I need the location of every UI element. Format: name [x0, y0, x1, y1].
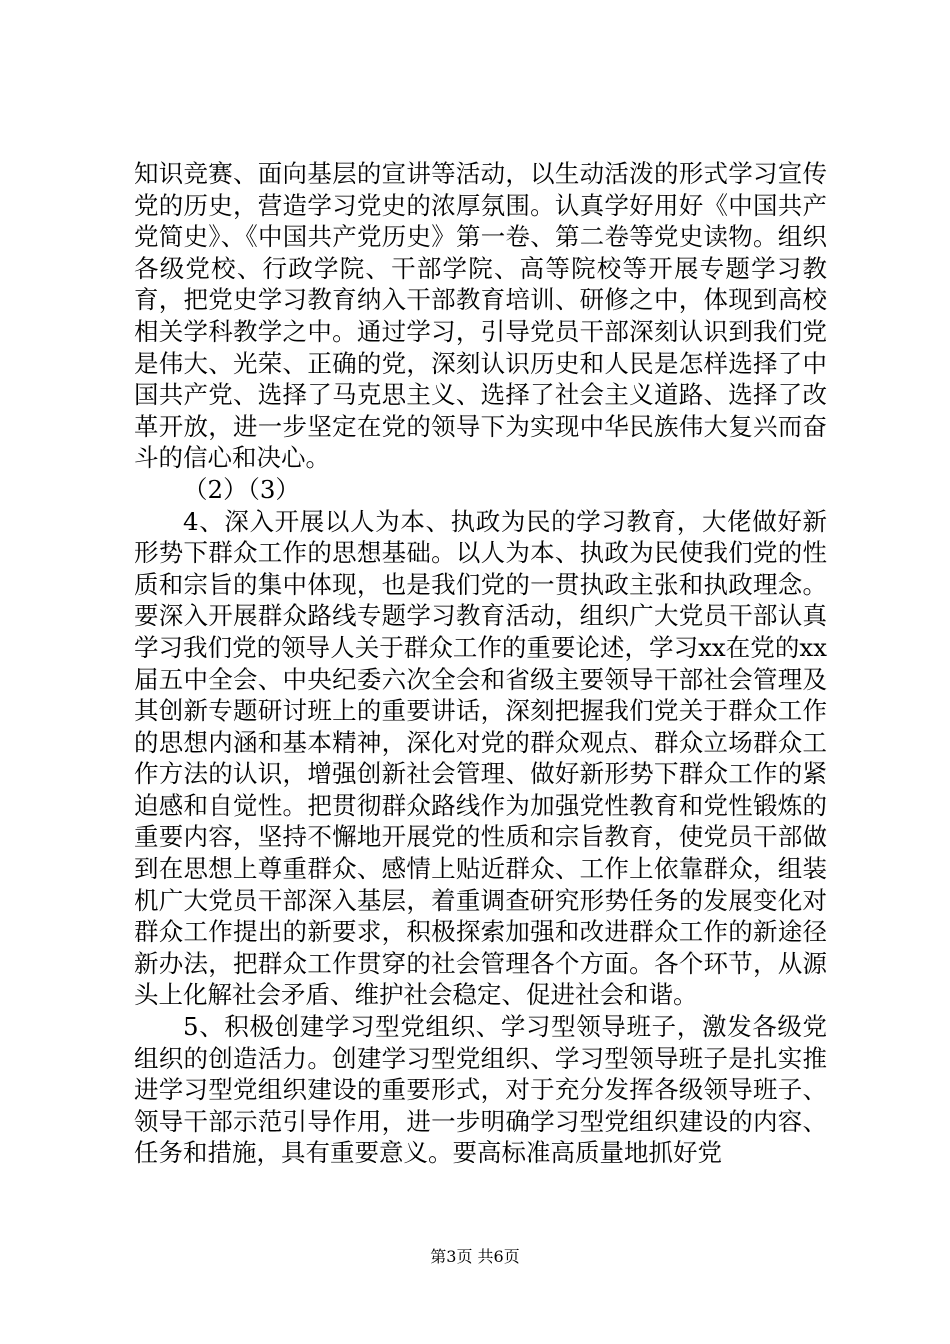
- page-number-footer: 第3页 共6页: [430, 1247, 520, 1266]
- paragraph-item-5: 5、积极创建学习型党组织、学习型领导班子，激发各级党组织的创造活力。创建学习型党组织、学习型领导班子是扎实推进学习型党组织建设的重要形式，对于充分发挥各级领导班子、领导干部示范引导作用，进一步明确学习型党组织建设的内容、任务和措施，具有重要意义。要高标准高质量地抓好党: [134, 1012, 827, 1168]
- document-body: [134, 158, 827, 1169]
- paragraph-item-4: 4、深入开展以人为本、执政为民的学习教育，大佬做好新形势下群众工作的思想基础。以人为本、执政为民使我们党的性质和宗旨的集中体现，也是我们党的一贯执政主张和执政理念。要深入开展群众路线专题学习教育活动，组织广大党员干部认真学习我们党的领导人关于群众工作的重要论述，学习xx在党的xx届五中全会、中央纪委六次全会和省级主要领导干部社会管理及其创新专题研讨班上的重要讲话，深刻把握我们党关于群众工作的思想内涵和基本精神，深化对党的群众观点、群众立场群众工作方法的认识，增强创新社会管理、做好新形势下群众工作的紧迫感和自觉性。把贯彻群众路线作为加强党性教育和党性锻炼的重要内容，坚持不懈地开展党的性质和宗旨教育，使党员干部做到在思想上尊重群众、感情上贴近群众、工作上依靠群众，组装机广大党员干部深入基层，着重调查研究形势任务的发展变化对群众工作提出的新要求，积极探索加强和改进群众工作的新途径新办法，把群众工作贯穿的社会管理各个方面。各个环节，从源头上化解社会矛盾、维护社会稳定、促进社会和谐。: [134, 506, 827, 1010]
- paragraph-numbering: （2）（3）: [183, 474, 300, 504]
- paragraph-continuation: 知识竞赛、面向基层的宣讲等活动，以生动活泼的形式学习宣传党的历史，营造学习党史的浓厚氛围。认真学好用好《中国共产党简史》、《中国共产党历史》第一卷、第二卷等党史读物。组织各级党校、行政学院、干部学院、高等院校等开展专题学习教育，把党史学习教育纳入干部教育培训、研修之中，体现到高校相关学科教学之中。通过学习，引导党员干部深刻认识到我们党是伟大、光荣、正确的党，深刻认识历史和人民是怎样选择了中国共产党、选择了马克思主义、选择了社会主义道路、选择了改革开放，进一步坚定在党的领导下为实现中华民族伟大复兴而奋斗的信心和决心。: [134, 159, 827, 473]
